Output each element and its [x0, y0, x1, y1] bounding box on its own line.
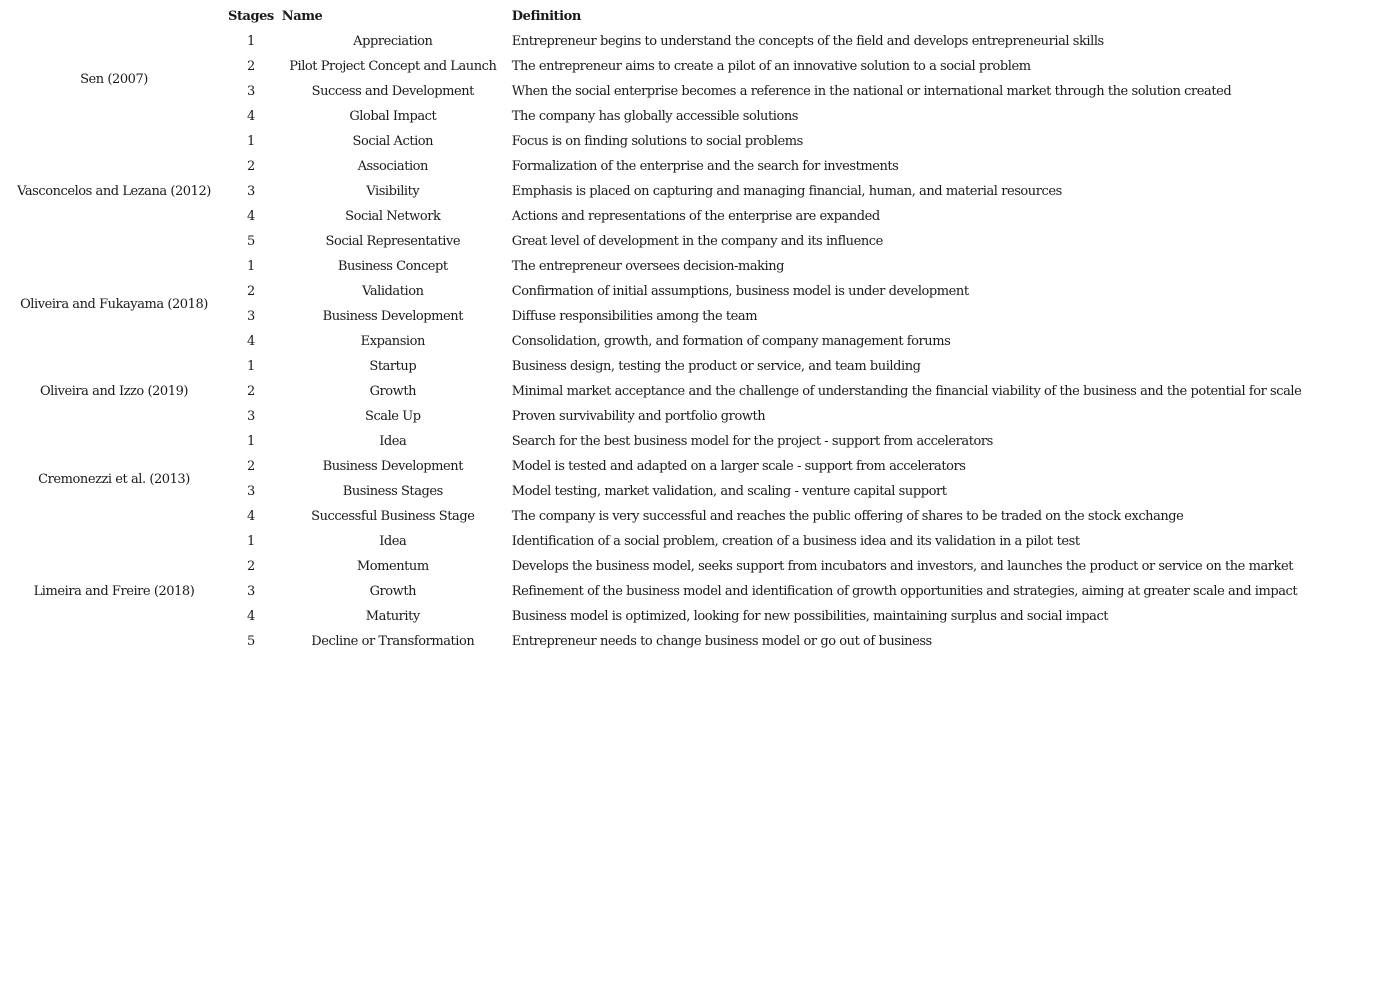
definition-cell: Entrepreneur begins to understand the concepts of the field and develops entrepreneurial skills: [511, 34, 1104, 49]
definition-cell: When the social enterprise becomes a reference in the national or international market through the solution created: [511, 84, 1232, 99]
stage-cell: 1: [246, 534, 255, 549]
stage-cell: 3: [246, 484, 255, 499]
table-body: [4, 29, 1305, 654]
definition-cell: Search for the best business model for the project - support from accelerators: [511, 434, 993, 449]
definition-cell: Develops the business model, seeks support from incubators and investors, and launches the product or service on the market: [511, 559, 1293, 574]
header-stages: Stages: [228, 9, 274, 24]
definition-cell: Formalization of the enterprise and the search for investments: [511, 159, 899, 174]
name-cell: Social Network: [345, 209, 441, 224]
stage-cell: 2: [246, 59, 255, 74]
stage-cell: 1: [246, 34, 255, 49]
name-cell: Successful Business Stage: [311, 509, 475, 524]
header-definition: Definition: [511, 9, 581, 24]
stage-cell: 4: [246, 334, 255, 349]
name-cell: Business Development: [322, 459, 463, 474]
stage-cell: 2: [246, 559, 255, 574]
name-cell: Association: [357, 159, 428, 174]
name-cell: Momentum: [356, 559, 429, 574]
name-cell: Scale Up: [364, 409, 421, 424]
stage-cell: 1: [246, 134, 255, 149]
stage-cell: 2: [246, 459, 255, 474]
name-cell: Idea: [379, 434, 407, 449]
header-author: [4, 4, 224, 29]
stage-cell: 3: [246, 584, 255, 599]
stage-cell: 1: [246, 359, 255, 374]
definition-cell: The company is very successful and reaches the public offering of shares to be traded on the stock exchange: [511, 509, 1184, 524]
definition-cell: Focus is on finding solutions to social problems: [511, 134, 803, 149]
definition-cell: Actions and representations of the enterprise are expanded: [511, 209, 880, 224]
header-name: Name: [281, 9, 323, 24]
stage-cell: 3: [246, 309, 255, 324]
definition-cell: Emphasis is placed on capturing and managing financial, human, and material resources: [511, 184, 1062, 199]
stage-cell: 3: [246, 84, 255, 99]
table-row: [4, 529, 1305, 554]
stage-cell: 2: [246, 159, 255, 174]
stage-cell: 5: [246, 634, 255, 649]
name-cell: Startup: [369, 359, 417, 374]
stage-cell: 3: [246, 409, 255, 424]
stage-cell: 4: [246, 109, 255, 124]
name-cell: Business Concept: [337, 259, 448, 274]
name-cell: Decline or Transformation: [311, 634, 475, 649]
name-cell: Appreciation: [353, 34, 433, 49]
stage-cell: 4: [246, 609, 255, 624]
author-cell: Cremonezzi et al. (2013): [38, 471, 190, 487]
author-cell: Oliveira and Fukayama (2018): [20, 296, 208, 312]
author-cell: Sen (2007): [80, 71, 148, 87]
definition-cell: Identification of a social problem, creation of a business idea and its validation in a pilot test: [511, 534, 1080, 549]
definition-cell: Minimal market acceptance and the challenge of understanding the financial viability of the business and the potential for scale: [511, 384, 1302, 399]
header-row: [4, 4, 1305, 29]
name-cell: Validation: [362, 284, 424, 299]
author-cell: Oliveira and Izzo (2019): [39, 384, 189, 399]
table-row: [4, 29, 1305, 54]
stage-cell: 4: [246, 509, 255, 524]
stage-cell: 1: [246, 259, 255, 274]
name-cell: Success and Development: [311, 84, 474, 99]
definition-cell: Business design, testing the product or service, and team building: [511, 359, 921, 374]
table-header: [4, 4, 1305, 29]
definition-cell: The company has globally accessible solutions: [511, 109, 798, 124]
name-cell: Expansion: [360, 334, 425, 349]
stage-cell: 1: [246, 434, 255, 449]
name-cell: Growth: [369, 584, 417, 599]
stage-cell: 3: [246, 184, 255, 199]
name-cell: Pilot Project Concept and Launch: [289, 59, 497, 74]
name-cell: Maturity: [365, 609, 420, 624]
stage-cell: 4: [246, 209, 255, 224]
stage-cell: 2: [246, 284, 255, 299]
table-row: [4, 354, 1305, 379]
name-cell: Growth: [369, 384, 417, 399]
stage-cell: 2: [246, 384, 255, 399]
definition-cell: Great level of development in the company and its influence: [511, 234, 883, 249]
stage-cell: 5: [246, 234, 255, 249]
stages-table: [4, 4, 1305, 654]
definition-cell: Business model is optimized, looking for new possibilities, maintaining surplus and social impact: [511, 609, 1109, 624]
name-cell: Visibility: [366, 184, 420, 199]
name-cell: Idea: [379, 534, 407, 549]
author-cell: Vasconcelos and Lezana (2012): [17, 184, 211, 199]
table-row: [4, 254, 1305, 279]
definition-cell: Consolidation, growth, and formation of company management forums: [511, 334, 951, 349]
definition-cell: Proven survivability and portfolio growth: [511, 409, 766, 424]
table-row: [4, 429, 1305, 454]
table-row: [4, 129, 1305, 154]
definition-cell: Model is tested and adapted on a larger scale - support from accelerators: [511, 459, 966, 474]
definition-cell: Model testing, market validation, and scaling - venture capital support: [511, 484, 947, 499]
definition-cell: Entrepreneur needs to change business model or go out of business: [511, 634, 932, 649]
name-cell: Business Development: [322, 309, 463, 324]
author-cell: Limeira and Freire (2018): [33, 584, 195, 599]
definition-cell: Diffuse responsibilities among the team: [511, 309, 758, 324]
definition-cell: The entrepreneur aims to create a pilot of an innovative solution to a social problem: [511, 59, 1031, 74]
name-cell: Social Action: [352, 134, 434, 149]
name-cell: Social Representative: [325, 234, 461, 249]
definition-cell: Refinement of the business model and identification of growth opportunities and strategies, aiming at greater scale and impact: [511, 584, 1298, 599]
name-cell: Business Stages: [342, 484, 443, 499]
name-cell: Global Impact: [349, 109, 437, 124]
definition-cell: Confirmation of initial assumptions, business model is under development: [511, 284, 969, 299]
definition-cell: The entrepreneur oversees decision-making: [511, 259, 785, 274]
